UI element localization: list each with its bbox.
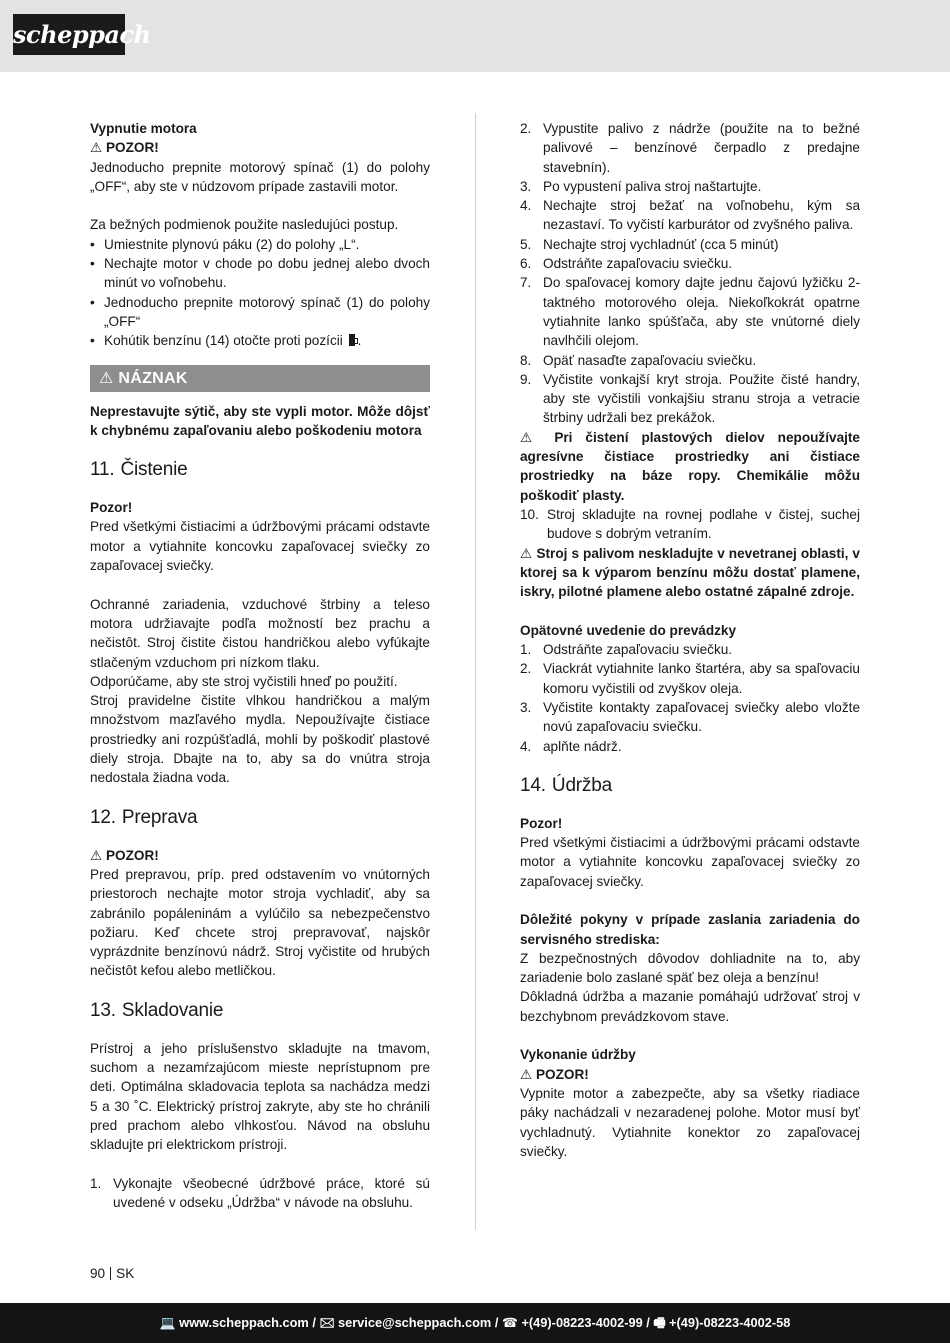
list-item: 9. Vyčistite vonkajší kryt stroja. Použite čisté handry, aby ste vyčistili vonkajšiu stranu stroja a vetracie štrbiny udržali bez prekážok. [520,371,860,426]
shutdown-steps-list [90,235,430,351]
section-heading-cleaning: 11. Čistenie [90,459,188,481]
normal-conditions-intro: Za bežných podmienok použite nasledujúci postup. [90,217,399,233]
maintenance-warning: ⚠ POZOR! [520,1066,589,1082]
list-item: • Umiestnite plynovú páku (2) do polohy „L“. [90,235,430,254]
list-item: 4. Nechajte stroj bežať na voľnobehu, kým sa nezastaví. To vyčistí karburátor od zvyšného paliva. [520,198,860,233]
page-number: 90 SK [90,1266,135,1281]
cleaning-paragraph: Odporúčame, aby ste stroj vyčistili hneď po použití. [90,673,398,689]
list-item: • Nechajte motor v chode po dobu jednej alebo dvoch minút vo voľnobehu. [90,254,430,293]
recommissioning-steps-list [520,640,860,756]
fuel-pump-icon [349,334,358,346]
list-item: 6. Odstráňte zapaľovaciu sviečku. [520,256,733,272]
list-item: 4. aplňte nádrž. [520,738,622,754]
service-title: Dôležité pokyny v prípade zaslania zariadenia do servisného strediska: [520,912,860,947]
footer-bar [0,1303,950,1343]
storage-steps-list [520,119,860,428]
service-paragraph: Dôkladná údržba a mazanie pomáhajú udržovať stroj v bezchybnom prevádzkovom stave. [520,989,860,1024]
notice-text: Neprestavujte sýtič, aby ste vypli motor. Môže dôjsť k chybnému zapaľovaniu alebo poškodeniu motora [90,403,430,438]
recommissioning-title: Opätovné uvedenie do prevádzky [520,622,737,638]
engine-stop-text: Jednoducho prepnite motorový spínač (1) do polohy „OFF“, aby ste v núdzovom prípade zastavili motor. [90,159,430,194]
list-item: • Jednoducho prepnite motorový spínač (1) do polohy „OFF“ [90,293,430,332]
list-item: 5. Nechajte stroj vychladnúť (cca 5 minút) [520,236,779,252]
list-item: 2. Viackrát vytiahnite lanko štartéra, aby sa spaľovaciu komoru vyčistili od zvyškov oleja. [520,661,860,696]
cleaning-caution: Pozor! [90,500,133,516]
top-bar [0,0,950,72]
storage-step: 1. Vykonajte všeobecné údržbové práce, ktoré sú uvedené v odseku „Údržba“ v návode na obsluhu. [90,1175,430,1211]
list-item: 3. Po vypustení paliva stroj naštartujte. [520,178,762,194]
transport-text: Pred prepravou, príp. pred odstavením vo vnútorných priestoroch nechajte motor stroja vychladiť, aby sa zabránilo popáleninám a vylúčilo sa nebezpečenstvo požiaru. Keď chcete stroj prepravovať, najskôr vyprázdnite benzínovú nádrž. Stroj vyčistite od hrubých nečistôt kefou alebo metličkou. [90,866,430,979]
section-heading-maintenance: 14. Údržba [520,774,612,796]
left-column [90,119,430,1212]
section-heading-transport: 12. Preprava [90,806,198,828]
plastic-cleaning-warning: ⚠ Pri čistení plastových dielov nepoužívajte agresívne čistiace prostriedky ani čistiace prostriedky na báze ropy. Chemikálie môžu poškodiť plasty. [520,429,860,503]
list-item: 1. Odstráňte zapaľovaciu sviečku. [520,642,733,658]
cleaning-paragraph: Stroj pravidelne čistite vlhkou handričkou a malým množstvom mazľavého mydla. Nepoužívajte čistiace prostriedky ani rozpúšťadlá, mohli by poškodiť plastové diely stroja. Dbajte na to, aby sa do vnútra stroja nedostala žiadna voda. [90,693,430,786]
maintenance-paragraph: Pred všetkými čistiacimi a údržbovými prácami odstavte motor a vytiahnite koncovku zapaľovacej sviečky zo zapaľovacej sviečky. [520,835,860,889]
section-heading-storage: 13. Skladovanie [90,999,224,1021]
list-item: 3. Vyčistite kontakty zapaľovacej sviečky alebo vložte novú zapaľovaciu sviečku. [520,699,860,735]
transport-warning: ⚠ POZOR! [90,847,159,863]
cleaning-paragraph: Pred všetkými čistiacimi a údržbovými prácami odstavte motor a vytiahnite koncovku zapaľovacej sviečky zo zapaľovacej sviečky. [90,519,430,574]
maintenance-execution-title: Vykonanie údržby [520,1047,636,1063]
maintenance-caution: Pozor! [520,815,563,831]
storage-text: Prístroj a jeho príslušenstvo skladujte na tmavom, suchom a nezamŕzajúcom mieste neprístupnom pre deti. Optimálna skladovacia teplota sa nachádza medzi 5 a 30 ˚C. Elektrický prístroj zakryte, aby ste ho chránili pred prachom alebo vlhkosťou. Návod na obsluhu skladujte pri elektrickom prístroji. [90,1040,430,1153]
engine-stop-title: Vypnutie motora [90,121,197,136]
engine-stop-warning: ⚠ POZOR! [90,140,159,156]
right-column [520,119,860,1161]
list-item-text: Kohútik benzínu (14) otočte proti pozícii [104,333,343,349]
list-item: 8. Opäť nasaďte zapaľovaciu sviečku. [520,352,757,368]
column-divider [475,113,476,1230]
fuel-storage-warning: ⚠ Stroj s palivom neskladujte v nevetranej oblasti, v ktorej sa k výparom benzínu môžu dostať plamene, iskry, pilotné plamene alebo ostatné zápalné zdroje. [520,545,860,600]
service-paragraph: Z bezpečnostných dôvodov dohliadnite na to, aby zariadenie bolo zaslané späť bez oleja a benzínu! [520,950,860,986]
list-item: 2. Vypustite palivo z nádrže (použite na to bežné palivové – benzínové čerpadlo z predajne stavebnín). [520,121,860,175]
list-item: • Kohútik benzínu (14) otočte proti pozícii . [90,331,430,350]
footer-contact: 💻 www.scheppach.com / 🖂 service@scheppach.com / ☎ +(49)-08223-4002-99 / 🖷 +(49)-08223-4002-58 [159,1315,791,1330]
scheppach-logo: scheppach [13,14,125,55]
storage-step: 10. Stroj skladujte na rovnej podlahe v čistej, suchej budove s dobrým vetraním. [520,506,860,542]
maintenance-text: Vypnite motor a zabezpečte, aby sa všetky riadiace páky nachádzali v nezaradenej polohe. Motor musí byť vychladnutý. Vytiahnite konektor zo zapaľovacej sviečky. [520,1085,860,1159]
notice-banner: ⚠ NÁZNAK [90,365,430,392]
list-item: 7. Do spaľovacej komory dajte jednu čajovú lyžičku 2-taktného motorového oleja. Niekoľkokrát opatrne vytiahnite lanko spúšťača, aby ste vnútorné diely navlhčili olejom. [520,275,860,349]
cleaning-paragraph: Ochranné zariadenia, vzduchové štrbiny a teleso motora udržiavajte podľa možností bez prachu a nečistôt. Stroj čistite čistou handričkou alebo vyfúkajte stlačeným vzduchom pri nízkom tlaku. [90,596,430,670]
